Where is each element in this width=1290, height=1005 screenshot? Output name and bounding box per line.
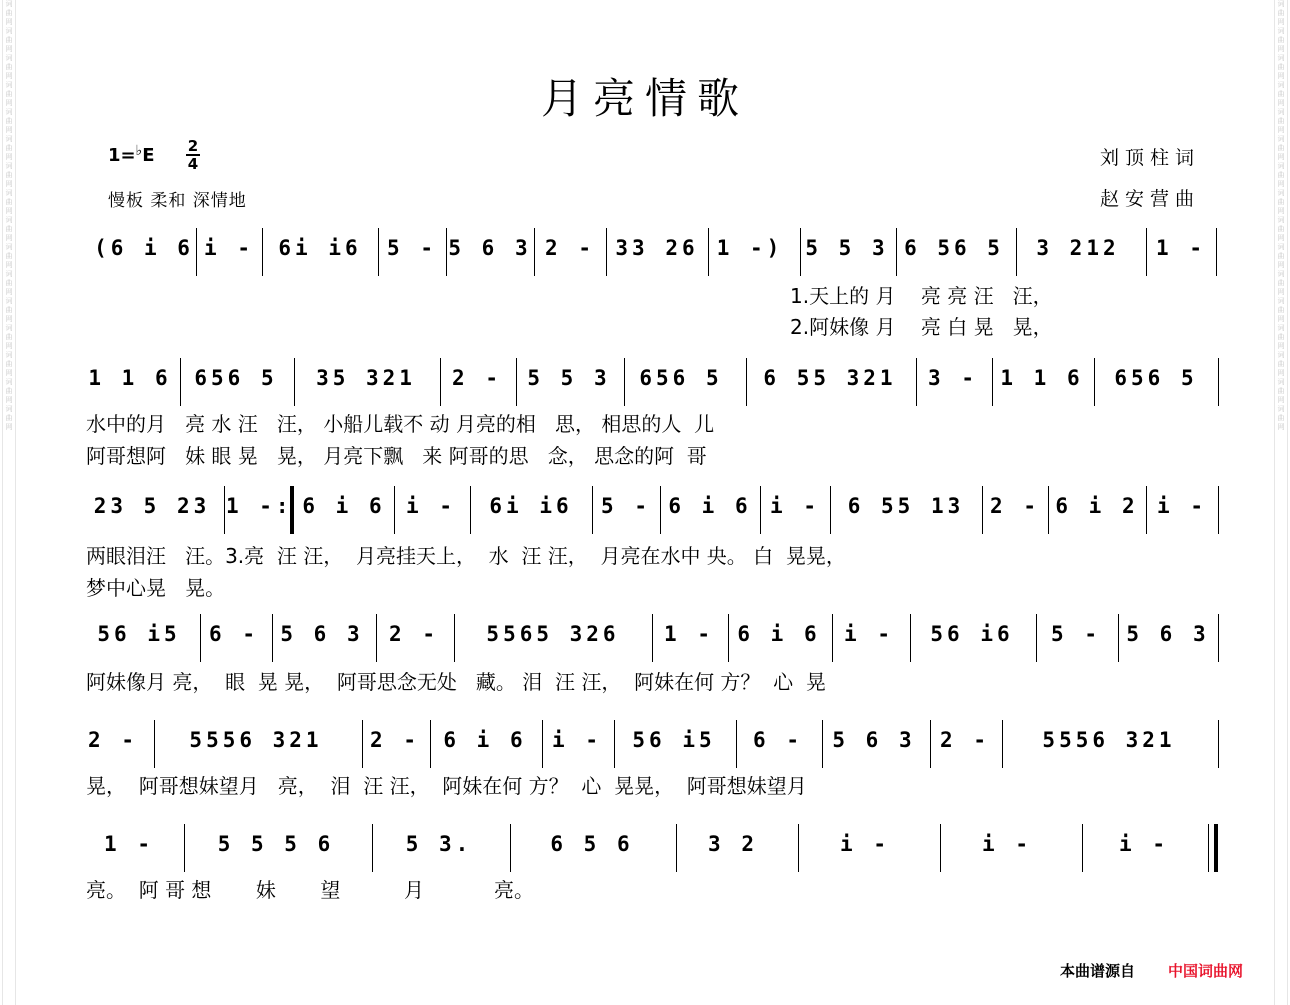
measure: 56 i5 (97, 622, 181, 646)
barline (1218, 720, 1219, 768)
barline (440, 358, 441, 406)
measure: 5556 321 (189, 728, 323, 752)
barline (652, 614, 653, 662)
measure: 2 - (940, 728, 990, 752)
barline (1218, 486, 1219, 534)
key-signature (108, 143, 155, 166)
measure: 6 i 6 (302, 494, 386, 518)
time-signature (186, 138, 200, 172)
measure: 3 - (928, 366, 978, 390)
lyric-row-6-verse-1: 亮。 阿 哥 想 妹 望 月 亮。 (86, 878, 534, 902)
barline (542, 720, 543, 768)
barline (992, 358, 993, 406)
measure: 6 - (753, 728, 803, 752)
lyric-row-1-verse-2: 2.阿妹像 月 亮 白 晃 晃， (790, 315, 1053, 339)
barline (534, 228, 535, 276)
measure: 5 6 3 (832, 728, 916, 752)
final-barline (1214, 824, 1218, 872)
measure: 5 5 3 (805, 236, 889, 260)
measure: 35 321 (316, 366, 416, 390)
barline (378, 228, 379, 276)
barline (606, 228, 607, 276)
barline (1082, 824, 1083, 872)
barline (1146, 228, 1147, 276)
measure: 3 212 (1036, 236, 1120, 260)
barline (822, 720, 823, 768)
measure: 6i i6 (489, 494, 573, 518)
measure: 56 i6 (930, 622, 1014, 646)
barline (746, 358, 747, 406)
staff-row-3 (84, 486, 1222, 534)
barline (940, 824, 941, 872)
measure: i - (1157, 494, 1207, 518)
barline (708, 228, 709, 276)
time-bottom: 4 (187, 155, 199, 173)
barline (1094, 358, 1095, 406)
measure: 1 -: (226, 494, 293, 518)
measure: 1 - (104, 832, 154, 856)
measure: 6 5 6 (550, 832, 634, 856)
barline (372, 824, 373, 872)
barline (660, 486, 661, 534)
measure: 3 2 (708, 832, 758, 856)
barline (736, 720, 737, 768)
measure: 5 - (1051, 622, 1101, 646)
barline (362, 720, 363, 768)
barline (1218, 614, 1219, 662)
measure: 6 55 13 (847, 494, 965, 518)
measure: 5 - (601, 494, 651, 518)
staff-row-6 (84, 824, 1222, 872)
barline (676, 824, 677, 872)
measure: 5 6 3 (1126, 622, 1210, 646)
barline (516, 358, 517, 406)
barline (1002, 720, 1003, 768)
measure: 6 i 6 (737, 622, 821, 646)
lyric-row-3-verse-2: 梦中心晃 晃。 (86, 576, 226, 600)
measure: 2 - (545, 236, 595, 260)
barline (224, 486, 225, 534)
measure: 6 i 2 (1055, 494, 1139, 518)
time-top: 2 (187, 137, 199, 155)
barline (1016, 228, 1017, 276)
barline (982, 486, 983, 534)
lyric-row-4-verse-1: 阿妹像月 亮， 眼 晃 晃， 阿哥思念无处 藏。 泪 汪 汪， 阿妹在何 方？ 心 晃 (86, 670, 826, 694)
measure: 5 6 3 (448, 236, 532, 260)
measure: 1 - (664, 622, 714, 646)
barline (154, 720, 155, 768)
measure: 5 6 3 (280, 622, 364, 646)
key-prefix: 1= (108, 145, 136, 166)
barline (200, 614, 201, 662)
measure: i - (406, 494, 456, 518)
measure: 1 1 6 (1000, 366, 1084, 390)
tempo-marking: 慢板 柔和 深情地 (108, 191, 247, 211)
barline (830, 486, 831, 534)
barline (832, 614, 833, 662)
staff-row-1 (84, 228, 1222, 276)
barline (760, 486, 761, 534)
measure: 2 - (88, 728, 138, 752)
measure: 5556 321 (1042, 728, 1176, 752)
barline (294, 358, 295, 406)
measure: 5565 326 (486, 622, 620, 646)
barline (510, 824, 511, 872)
barline (376, 614, 377, 662)
measure: 6 - (209, 622, 259, 646)
barline (896, 228, 897, 276)
barline (180, 358, 181, 406)
barline (592, 486, 593, 534)
barline (394, 486, 395, 534)
barline (446, 228, 447, 276)
barline (930, 720, 931, 768)
lyric-row-1-verse-1: 1.天上的 月 亮 亮 汪 汪， (790, 284, 1053, 308)
barline (798, 824, 799, 872)
measure: 23 5 23 (93, 494, 211, 518)
staff-row-2 (84, 358, 1222, 406)
measure: 6 i 6 (668, 494, 752, 518)
repeat-barline (290, 486, 294, 534)
barline (916, 358, 917, 406)
lyric-row-2-verse-1: 水中的月 亮 水 汪 汪， 小船儿载不 动 月亮的相 思， 相思的人 儿 (86, 412, 715, 436)
lyric-row-5-verse-1: 晃， 阿哥想妹望月 亮， 泪 汪 汪， 阿妹在何 方？ 心 晃晃， 阿哥想妹望月 (86, 774, 807, 798)
measure: 2 - (452, 366, 502, 390)
measure: 6 56 5 (904, 236, 1004, 260)
composer-credit: 赵安营曲 (1099, 188, 1200, 210)
barline (1036, 614, 1037, 662)
barline (1218, 358, 1219, 406)
barline (624, 358, 625, 406)
barline (454, 614, 455, 662)
measure: 33 26 (615, 236, 699, 260)
measure: i - (844, 622, 894, 646)
barline (430, 720, 431, 768)
measure: i - (840, 832, 890, 856)
barline (272, 614, 273, 662)
flat-sign: ♭ (135, 143, 143, 159)
measure: i - (770, 494, 820, 518)
lyric-row-3-verse-1: 两眼泪汪 汪。3.亮 汪 汪， 月亮挂天上， 水 汪 汪， 月亮在水中 央。 白 晃晃， (86, 544, 846, 568)
barline (262, 228, 263, 276)
measure: 1 - (1156, 236, 1206, 260)
measure: 656 5 (194, 366, 278, 390)
watermark-strip-left: 词曲网词曲网词曲网词曲网词曲网词曲网词曲网词曲网词曲网词曲网词曲网词曲网词曲网词曲网词曲网词曲网 (2, 0, 16, 1005)
song-title: 月亮情歌 (540, 74, 749, 123)
barline (1216, 228, 1217, 276)
barline (1048, 486, 1049, 534)
measure: 656 5 (1114, 366, 1198, 390)
watermark-strip-right: 词曲网词曲网词曲网词曲网词曲网词曲网词曲网词曲网词曲网词曲网词曲网词曲网词曲网词曲网词曲网词曲网 (1274, 0, 1288, 1005)
measure: 5 - (387, 236, 437, 260)
measure: 2 - (370, 728, 420, 752)
barline (1146, 486, 1147, 534)
staff-row-5 (84, 720, 1222, 768)
measure: 5 5 3 (527, 366, 611, 390)
barline (614, 720, 615, 768)
measure: 2 - (990, 494, 1040, 518)
staff-row-4 (84, 614, 1222, 662)
source-site-link[interactable]: 中国词曲网 (1168, 962, 1244, 980)
measure: 1 1 6 (88, 366, 172, 390)
measure: i - (552, 728, 602, 752)
measure: 2 - (389, 622, 439, 646)
barline (1208, 824, 1209, 872)
measure: i - (1119, 832, 1169, 856)
measure: 5 3. (405, 832, 473, 856)
measure: 656 5 (639, 366, 723, 390)
lyricist-credit: 刘顶柱词 (1099, 147, 1200, 169)
barline (800, 228, 801, 276)
measure: 6 55 321 (763, 366, 897, 390)
measure: i - (982, 832, 1032, 856)
measure: 56 i5 (632, 728, 716, 752)
key-note: E (142, 145, 155, 166)
barline (728, 614, 729, 662)
barline (910, 614, 911, 662)
barline (470, 486, 471, 534)
measure: 6 i 6 (443, 728, 527, 752)
barline (184, 824, 185, 872)
measure: 1 -) (716, 236, 784, 260)
barline (1118, 614, 1119, 662)
source-label: 本曲谱源自 (1060, 962, 1136, 980)
measure: 6i i6 (278, 236, 362, 260)
barline (196, 228, 197, 276)
measure: 5 5 5 6 (217, 832, 335, 856)
measure: (6 i 6 (94, 236, 194, 260)
lyric-row-2-verse-2: 阿哥想阿 妹 眼 晃 晃， 月亮下飘 来 阿哥的思 念， 思念的阿 哥 (86, 444, 707, 468)
measure: i - (204, 236, 254, 260)
